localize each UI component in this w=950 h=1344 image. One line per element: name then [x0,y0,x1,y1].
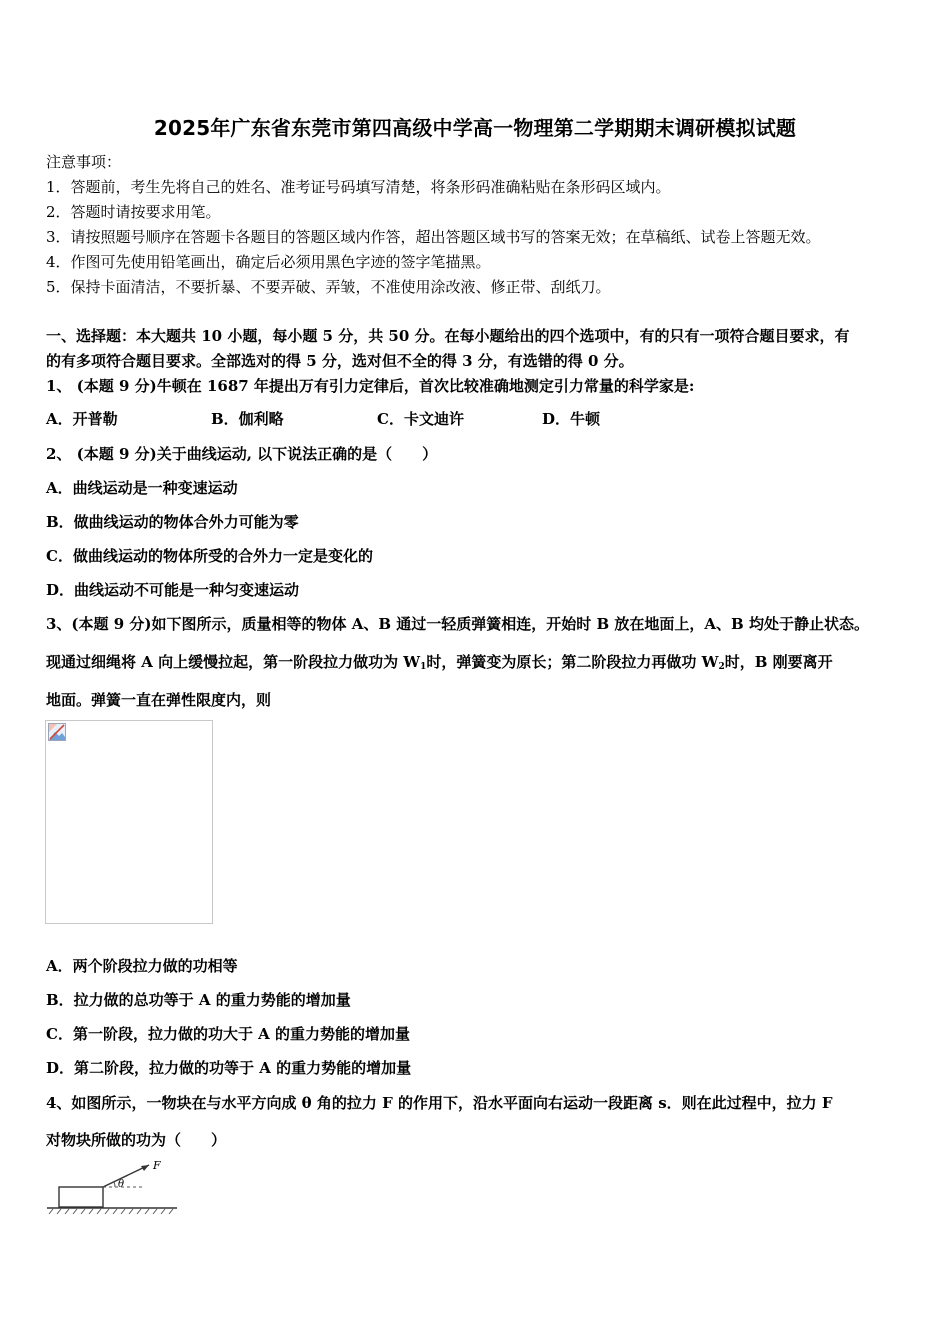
section-instructions-line2: 的有多项符合题目要求。全部选对的得 5 分，选对但不全的得 3 分，有选错的得 0 分。 [46,352,634,370]
q3-option-c: C．第一阶段，拉力做的功大于 A 的重力势能的增加量 [46,1025,411,1043]
q4-stem-line2: 对物块所做的功为（ ） [46,1131,227,1149]
q3-figure-placeholder [45,720,213,924]
q1-stem: 1、 (本题 9 分)牛顿在 1687 年提出万有引力定律后，首次比较准确地测定引力常量的科学家是: [46,377,695,395]
notice-item: 4．作图可先使用铅笔画出，确定后必须用黑色字迹的签字笔描黑。 [46,253,491,271]
block [59,1187,103,1207]
q3-option-d: D．第二阶段，拉力做的功等于 A 的重力势能的增加量 [46,1059,412,1077]
force-label: F [153,1159,161,1172]
q2-option-c: C．做曲线运动的物体所受的合外力一定是变化的 [46,547,373,565]
q1-option-d: D．牛顿 [542,410,601,428]
notice-item: 2．答题时请按要求用笔。 [46,203,221,221]
q2-option-a: A．曲线运动是一种变速运动 [46,479,238,497]
q1-option-a: A．开普勒 [46,410,118,428]
q4-stem-line1: 4、如图所示，一物块在与水平方向成 θ 角的拉力 F 的作用下，沿水平面向右运动一段距离 s．则在此过程中，拉力 F [46,1094,833,1112]
q1-option-c: C．卡文迪许 [377,410,464,428]
angle-label: θ [118,1179,125,1190]
q2-option-d: D．曲线运动不可能是一种匀变速运动 [46,581,300,599]
page-title: 2025年广东省东莞市第四高级中学高一物理第二学期期末调研模拟试题 [153,116,797,140]
notice-heading: 注意事项： [46,153,122,171]
q3-stem-line1: 3、(本题 9 分)如下图所示，质量相等的物体 A、B 通过一轻质弹簧相连，开始时 B 放在地面上，A、B 均处于静止状态。 [46,615,869,633]
q1-option-b: B．伽利略 [211,410,284,428]
notice-item: 3．请按照题号顺序在答题卡各题目的答题区域内作答，超出答题区域书写的答案无效；在草稿纸、试卷上答题无效。 [46,228,821,246]
q2-option-b: B．做曲线运动的物体合外力可能为零 [46,513,299,531]
broken-image-icon [48,723,66,741]
q4-force-diagram [45,1156,180,1216]
force-arrow [103,1165,149,1187]
q3-stem-line2: 现通过细绳将 A 向上缓慢拉起，第一阶段拉力做功为 $W_1$时，弹簧变为原长；第二阶段拉力再做功 $W_2$时，B 刚要离开 [46,653,833,672]
q2-stem: 2、 (本题 9 分)关于曲线运动, 以下说法正确的是（ ） [46,445,438,463]
q3-stem-line3: 地面。弹簧一直在弹性限度内，则 [46,691,272,709]
section-instructions-line1: 一、选择题：本大题共 10 小题，每小题 5 分，共 50 分。在每小题给出的四个选项中，有的只有一项符合题目要求，有 [46,327,850,345]
notice-item: 5．保持卡面清洁，不要折暴、不要弄破、弄皱，不准使用涂改液、修正带、刮纸刀。 [46,278,611,296]
q3-option-b: B．拉力做的总功等于 A 的重力势能的增加量 [46,991,351,1009]
q3-option-a: A．两个阶段拉力做的功相等 [46,957,238,975]
notice-item: 1．答题前，考生先将自己的姓名、准考证号码填写清楚，将条形码准确粘贴在条形码区域内。 [46,178,671,196]
